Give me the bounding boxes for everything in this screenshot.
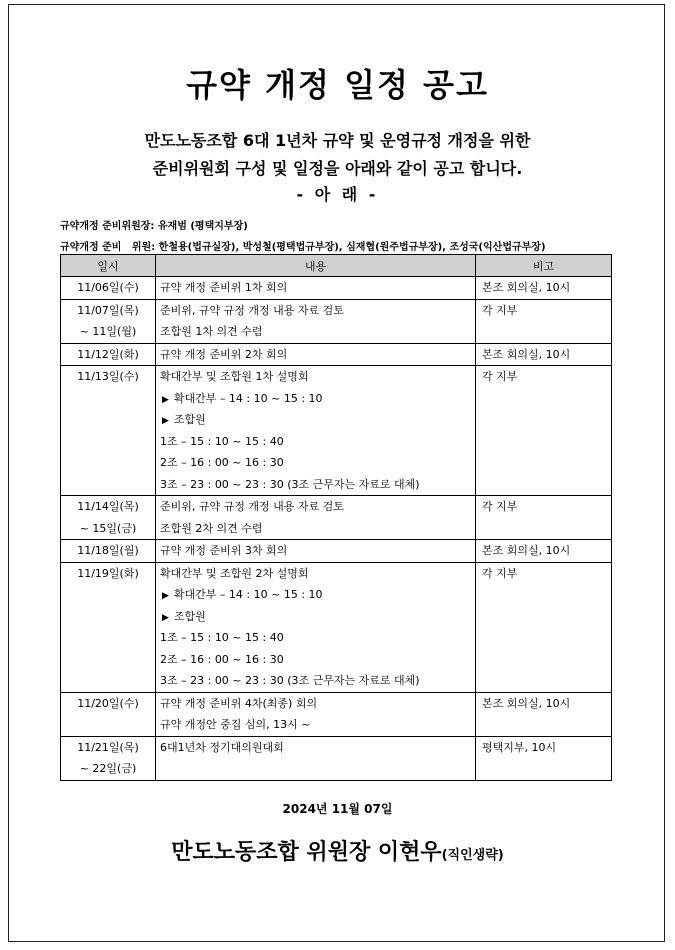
content-text: 규약 개정 준비위 2차 회의 <box>160 347 288 361</box>
cell-date <box>61 540 156 563</box>
triangle-bullet-icon: ▶ <box>162 394 169 405</box>
content-line <box>156 518 475 540</box>
content-line <box>156 606 475 628</box>
cell-content <box>156 496 476 540</box>
content-text: 규약 개정 준비위 4차(최종) 회의 <box>160 696 318 710</box>
cell-note <box>476 562 612 692</box>
content-line <box>156 321 475 343</box>
date-line: 11/07일(목) <box>77 303 139 317</box>
triangle-bullet-icon: ▶ <box>162 416 169 426</box>
content-text: 1조 – 15 : 10 ~ 15 : 40 <box>160 434 284 448</box>
cell-date <box>61 343 156 366</box>
note-line: 각 지부 <box>482 500 518 513</box>
cell-note <box>476 366 612 496</box>
content-line <box>156 496 475 518</box>
date-line: 11/19일(화) <box>77 566 139 580</box>
content-text: 규약 개정 준비위 1차 회의 <box>160 281 288 294</box>
date-line: ~ 15일(금) <box>79 521 137 535</box>
content-line <box>156 627 475 649</box>
table-row <box>61 692 612 736</box>
content-line <box>156 670 475 692</box>
date-line: 11/13일(수) <box>77 370 139 383</box>
note-line: 평택지부, 10시 <box>482 740 557 754</box>
header-content: 내용 <box>156 255 476 277</box>
table-row <box>61 540 612 563</box>
content-text: 준비위, 규약 규정 개정 내용 자료 검토 <box>160 500 344 513</box>
note-line: 각 지부 <box>482 566 518 580</box>
note-line: 본조 회의실, 10시 <box>482 696 571 710</box>
content-line <box>156 388 475 410</box>
triangle-bullet-icon: ▶ <box>162 612 169 623</box>
note-line: 각 지부 <box>482 303 518 317</box>
committee-members: 규약개정 준비 위원: 한철용(법규실장), 박성철(평택법규부장), 심재협(원주법규부장), 조성국(익산법규부장) <box>60 242 546 253</box>
content-text: 확대간부 – 14 : 10 ~ 15 : 10 <box>173 588 323 601</box>
content-text: 규약 개정 준비위 3차 회의 <box>160 544 288 557</box>
cell-note <box>476 343 612 366</box>
intro-line-3: - 아 래 - <box>296 185 379 204</box>
content-text: 1조 – 15 : 10 ~ 15 : 40 <box>160 631 284 644</box>
content-line <box>156 431 475 453</box>
cell-content <box>156 343 476 366</box>
date-line: 11/14일(목) <box>77 500 139 513</box>
schedule-table <box>60 254 612 781</box>
content-text: 3조 – 23 : 00 ~ 23 : 30 (3조 근무자는 자료로 대체) <box>160 674 420 687</box>
table-row <box>61 343 612 366</box>
table-row <box>61 496 612 540</box>
content-line <box>156 277 475 299</box>
page-title: 규약 개정 일정 공고 <box>186 66 489 104</box>
signature <box>0 835 675 866</box>
cell-content <box>156 736 476 780</box>
note-line: 본조 회의실, 10시 <box>482 544 571 557</box>
content-line <box>156 584 475 606</box>
cell-content <box>156 562 476 692</box>
content-line <box>156 693 475 715</box>
cell-date <box>61 496 156 540</box>
content-text: 확대간부 및 조합원 1차 설명회 <box>160 370 309 383</box>
table-row <box>61 736 612 780</box>
cell-note <box>476 277 612 300</box>
cell-note <box>476 736 612 780</box>
table-row <box>61 299 612 343</box>
content-line <box>156 366 475 388</box>
date-line: 11/12일(화) <box>77 347 139 361</box>
intro-line-1: 만도노동조합 6대 1년차 규약 및 운영규정 개정을 위한 <box>144 131 531 150</box>
cell-date <box>61 692 156 736</box>
content-text: 조합원 2차 의견 수렴 <box>160 521 263 535</box>
schedule-body <box>61 277 612 781</box>
cell-content <box>156 277 476 300</box>
cell-date <box>61 299 156 343</box>
signature-suffix: (직인생략) <box>441 848 504 863</box>
cell-date <box>61 736 156 780</box>
signature-main: 만도노동조합 위원장 이현우 <box>171 840 442 865</box>
content-text: 조합원 <box>173 413 206 426</box>
cell-note <box>476 540 612 563</box>
intro-line-2: 준비위원회 구성 및 일정을 아래와 같이 공고 합니다. <box>152 159 523 178</box>
note-line: 각 지부 <box>482 370 518 383</box>
cell-date <box>61 562 156 692</box>
table-row <box>61 277 612 300</box>
content-text: 3조 – 23 : 00 ~ 23 : 30 (3조 근무자는 자료로 대체) <box>160 477 420 491</box>
cell-date <box>61 366 156 496</box>
cell-content <box>156 692 476 736</box>
header-date: 일시 <box>61 255 156 277</box>
cell-content <box>156 366 476 496</box>
table-row <box>61 562 612 692</box>
cell-note <box>476 692 612 736</box>
note-line: 본조 회의실, 10시 <box>482 281 571 294</box>
content-line <box>156 409 475 431</box>
date-line: 11/18일(월) <box>77 544 139 557</box>
date-line: 11/20일(수) <box>77 696 139 710</box>
content-line <box>156 344 475 366</box>
note-line: 본조 회의실, 10시 <box>482 347 571 361</box>
content-text: 6대1년차 정기대의원대회 <box>160 740 284 754</box>
content-line <box>156 540 475 562</box>
content-line <box>156 300 475 322</box>
date-line: ~ 22일(금) <box>79 762 137 775</box>
date-line: 11/06일(수) <box>77 281 139 294</box>
header-note: 비고 <box>476 255 612 277</box>
cell-note <box>476 496 612 540</box>
cell-content <box>156 540 476 563</box>
table-row <box>61 366 612 496</box>
triangle-bullet-icon: ▶ <box>162 591 169 601</box>
content-text: 조합원 1차 의견 수렴 <box>160 325 263 338</box>
content-line <box>156 452 475 474</box>
table-header-row <box>61 255 612 277</box>
date-line: 11/21일(목) <box>77 740 139 754</box>
content-line <box>156 563 475 585</box>
content-text: 준비위, 규약 규정 개정 내용 자료 검토 <box>160 303 344 317</box>
date-line: ~ 11일(월) <box>79 325 137 338</box>
content-line <box>156 714 475 736</box>
content-text: 2조 – 16 : 00 ~ 16 : 30 <box>160 456 284 469</box>
content-line <box>156 737 475 759</box>
content-text: 2조 – 16 : 00 ~ 16 : 30 <box>160 652 284 666</box>
committee-chair: 규약개정 준비위원장: 유재범 (평택지부장) <box>60 221 248 232</box>
content-line <box>156 649 475 671</box>
content-text: 확대간부 – 14 : 10 ~ 15 : 10 <box>173 391 323 405</box>
cell-note <box>476 299 612 343</box>
cell-content <box>156 299 476 343</box>
content-line <box>156 474 475 496</box>
content-text: 확대간부 및 조합원 2차 설명회 <box>160 566 309 580</box>
content-text: 규약 개정안 중집 심의, 13시 ~ <box>160 718 311 731</box>
cell-date <box>61 277 156 300</box>
announce-date: 2024년 11월 07일 <box>282 802 393 816</box>
content-text: 조합원 <box>173 609 206 623</box>
